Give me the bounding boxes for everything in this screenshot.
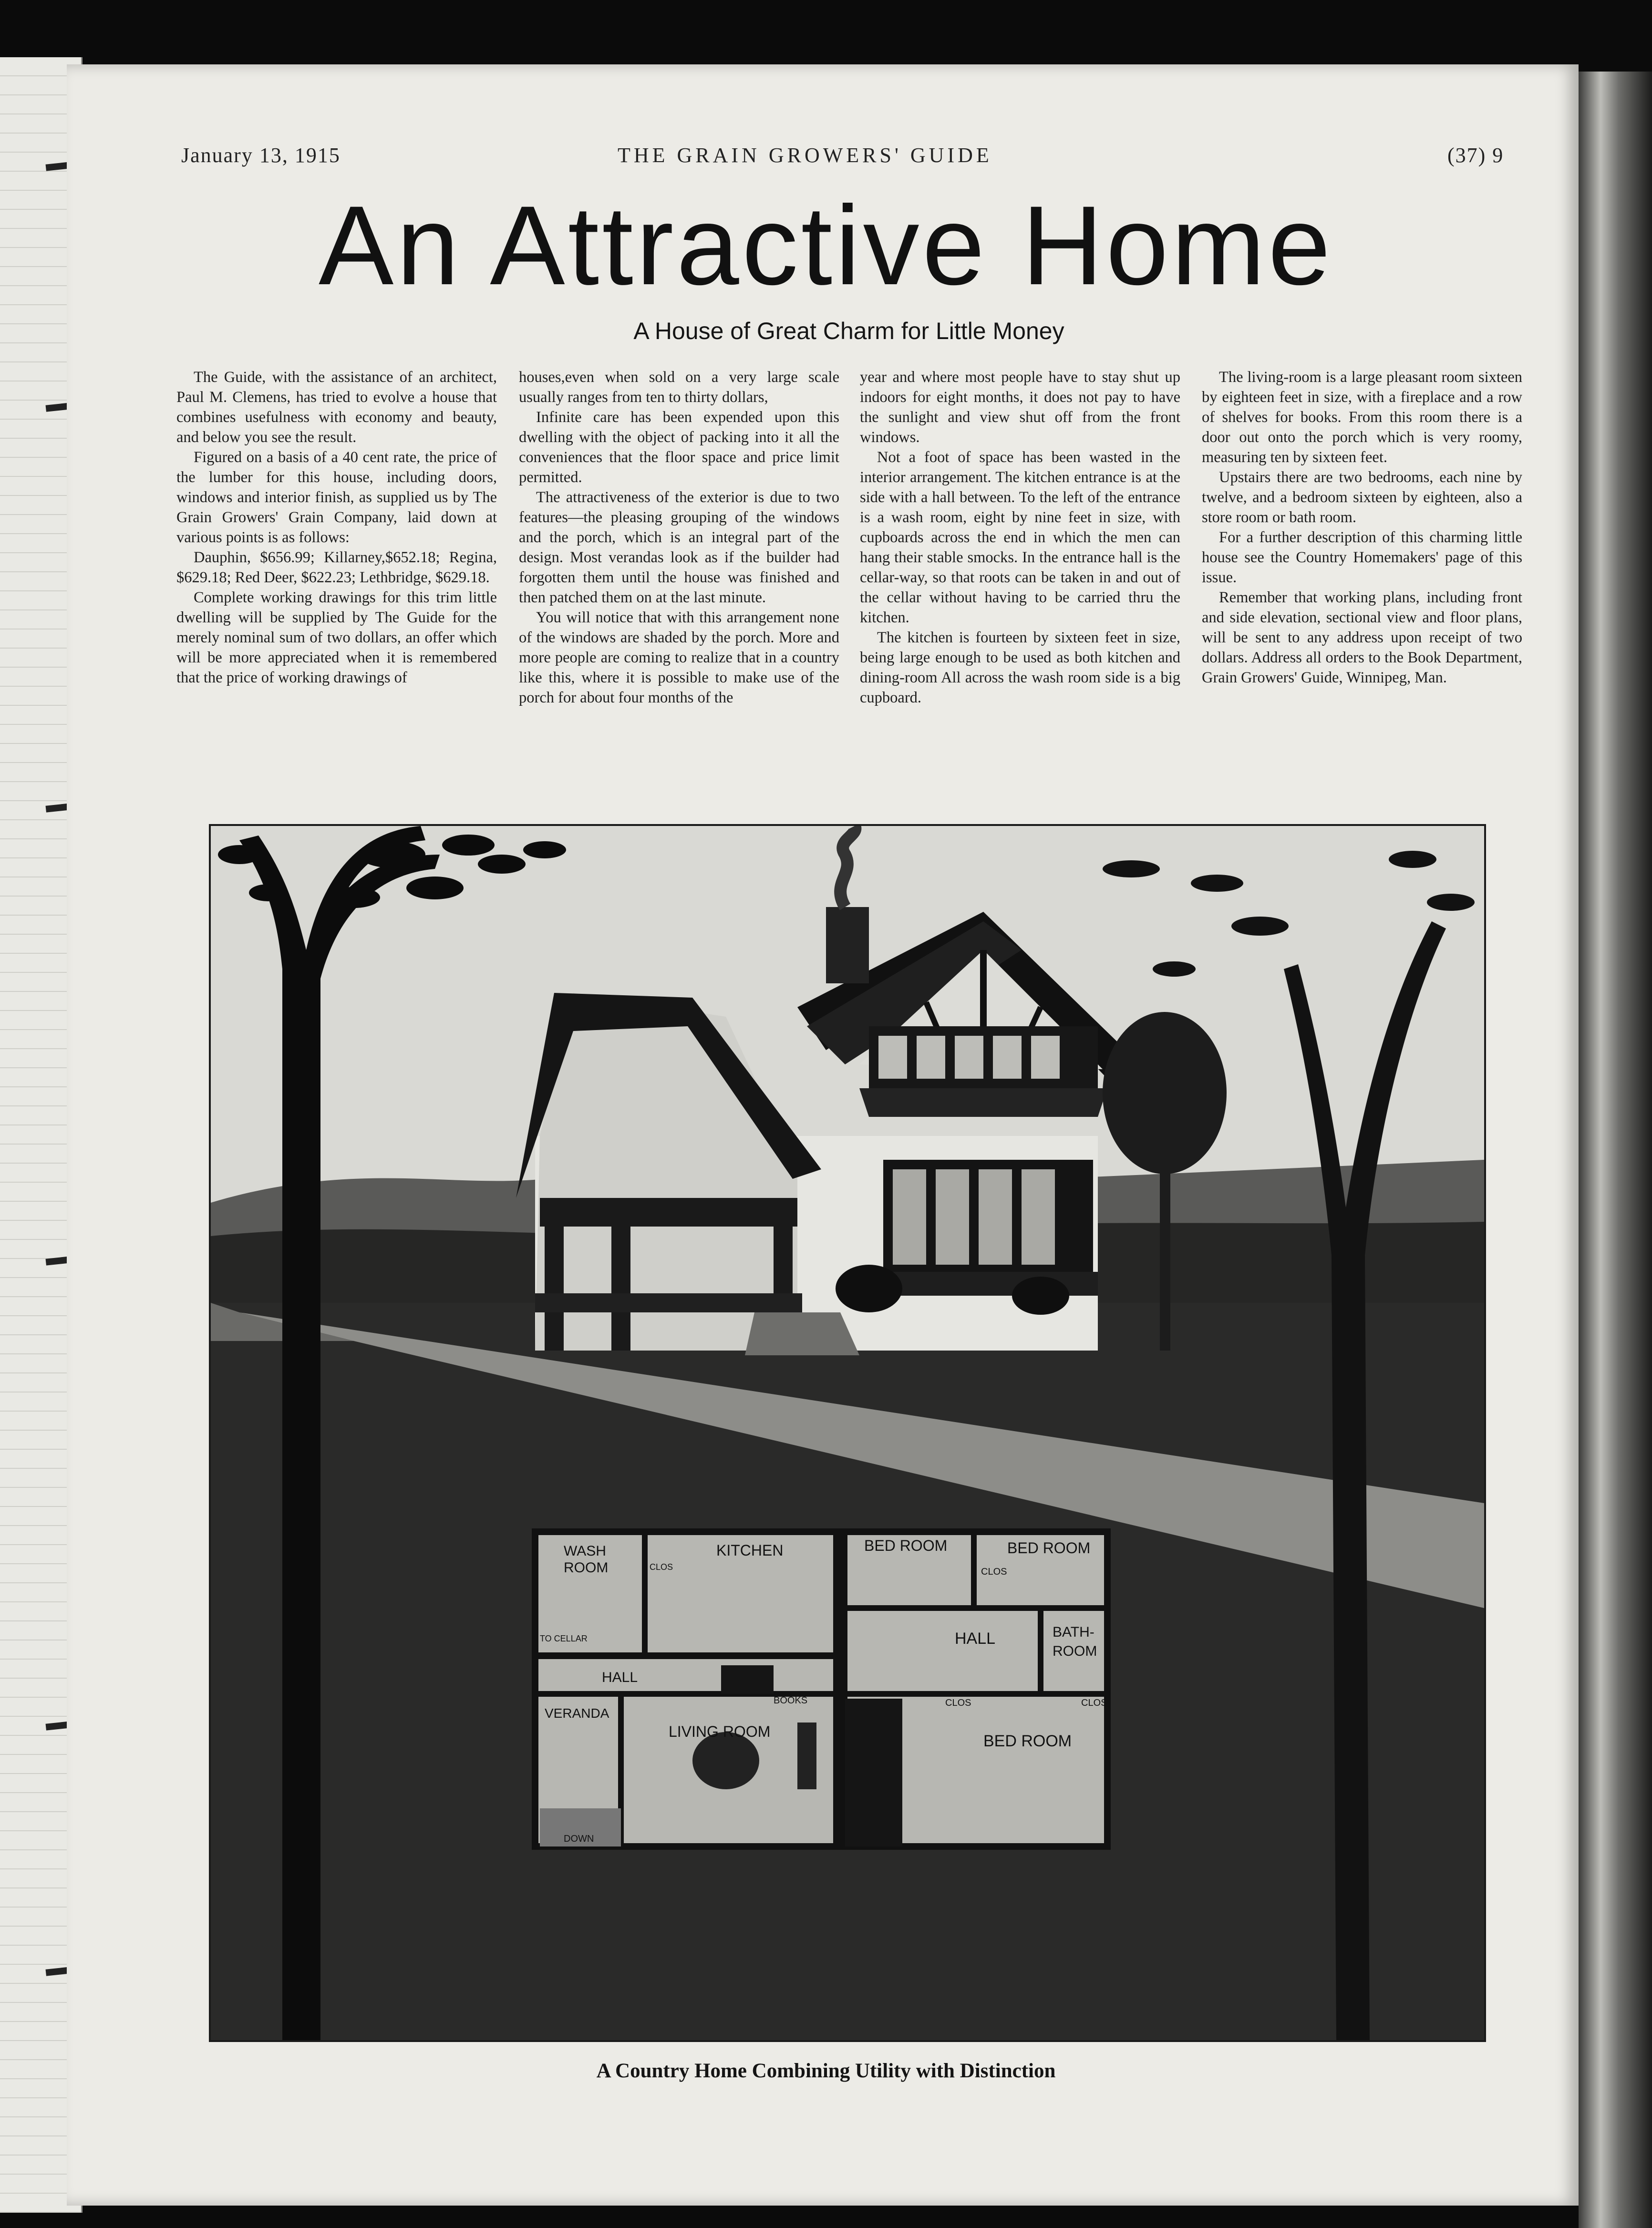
paragraph: Remember that working plans, including front and side elevation, sectional view and floor plans, will be sent to any address upon receipt of two dollars. Address all orders to the Book Department, Grain Growers' Guide, Winnipeg, Man.: [1202, 589, 1522, 686]
closet-label: CLOS: [1081, 1698, 1107, 1708]
wash-room-label: ROOM: [564, 1560, 609, 1576]
living-room-label: LIVING ROOM: [669, 1723, 771, 1740]
paragraph: Complete working drawings for this trim little dwelling will be supplied by The Guide for the merely nominal sum of two dollars, an offer which will be more appreciated when it is remembered that the price of working drawings of: [176, 589, 497, 686]
paragraph: The living-room is a large pleasant room sixteen by eighteen feet in size, with a fireplace and a row of shelves for books. From this room there is a door out onto the porch which is very roomy, measuring ten by sixteen feet.: [1202, 369, 1522, 466]
floor-plan: [535, 1532, 1107, 1846]
down-label: DOWN: [564, 1834, 594, 1844]
article-column-1: [176, 367, 497, 688]
paragraph: houses,even when sold on a very large scale usually ranges from ten to thirty dollars,: [519, 369, 839, 406]
publication-name: THE GRAIN GROWERS' GUIDE: [618, 144, 992, 167]
paragraph: year and where most people have to stay shut up indoors for eight months, it does not pay to have the sunlight and view shut off from the front windows.: [860, 369, 1180, 446]
bedroom-label: BED ROOM: [1007, 1539, 1091, 1557]
article-title: An Attractive Home: [319, 183, 1333, 309]
issue-date: January 13, 1915: [181, 144, 341, 167]
article-column-2: [519, 367, 839, 708]
paragraph: You will notice that with this arrangement none of the windows are shaded by the porch. More and more people are coming to realize that in a country like this, where it is possible to make use of the porch for about four months of the: [519, 609, 839, 706]
kitchen-label: KITCHEN: [716, 1542, 784, 1559]
page-number: (37) 9: [1447, 144, 1504, 167]
article-subtitle: A House of Great Charm for Little Money: [633, 318, 1064, 344]
paragraph: The kitchen is fourteen by sixteen feet in size, being large enough to be used as both kitchen and dining-room All across the wash room side is a big cupboard.: [860, 629, 1180, 706]
paragraph: For a further description of this charming little house see the Country Homemakers' page of this issue.: [1202, 529, 1522, 586]
books-label: BOOKS: [774, 1695, 808, 1706]
wash-room-label: WASH: [564, 1543, 606, 1559]
illustration-caption: A Country Home Combining Utility with Distinction: [596, 2060, 1056, 2082]
article-column-4: [1202, 367, 1522, 688]
closet-label: CLOS: [650, 1562, 673, 1572]
hall-label: HALL: [602, 1670, 638, 1685]
closet-label: CLOS: [981, 1567, 1007, 1577]
book-binding: [1579, 72, 1652, 2228]
paragraph: Upstairs there are two bedrooms, each nine by twelve, and a bedroom sixteen by eighteen, also a store room or bath room.: [1202, 469, 1522, 526]
hall-label: HALL: [955, 1630, 996, 1648]
paragraph: The attractiveness of the exterior is due to two features—the pleasing grouping of the windows and the porch, which is an integral part of the design. Most verandas look as if the builder had forgotten them until the house was finished and then patched them on at the last minute.: [519, 489, 839, 606]
paragraph: Not a foot of space has been wasted in the interior arrangement. The kitchen entrance is at the side with a hall between. To the left of the entrance is a wash room, eight by nine feet in size, with cupboards across the end in which the men can hang their stable smocks. In the entrance hall is the cellar-way, so that roots can be taken in and out of the cellar without having to be carried thru the kitchen.: [860, 449, 1180, 626]
house-illustration: [209, 824, 1486, 2042]
to-cellar-label: TO CELLAR: [540, 1634, 588, 1643]
paragraph: Infinite care has been expended upon this dwelling with the object of packing into it all the conveniences that the floor space and price limit permitted.: [519, 409, 839, 486]
bedroom-label: BED ROOM: [983, 1732, 1072, 1750]
veranda-label: VERANDA: [545, 1706, 609, 1721]
paragraph: Dauphin, $656.99; Killarney,$652.18; Regina, $629.18; Red Deer, $622.23; Lethbridge, $629.18.: [176, 549, 497, 586]
article-column-3: [860, 367, 1180, 708]
bath-room-label: BATH-: [1053, 1624, 1094, 1640]
paragraph: Figured on a basis of a 40 cent rate, the price of the lumber for this house, including doors, windows and interior finish, as supplied us by The Grain Growers' Grain Company, laid down at various points is as follows:: [176, 449, 497, 546]
bedroom-label: BED ROOM: [864, 1537, 948, 1554]
bath-room-label: ROOM: [1053, 1643, 1097, 1659]
paragraph: The Guide, with the assistance of an architect, Paul M. Clemens, has tried to evolve a house that combines usefulness with economy and beauty, and below you see the result.: [176, 369, 497, 446]
closet-label: CLOS: [945, 1698, 971, 1708]
